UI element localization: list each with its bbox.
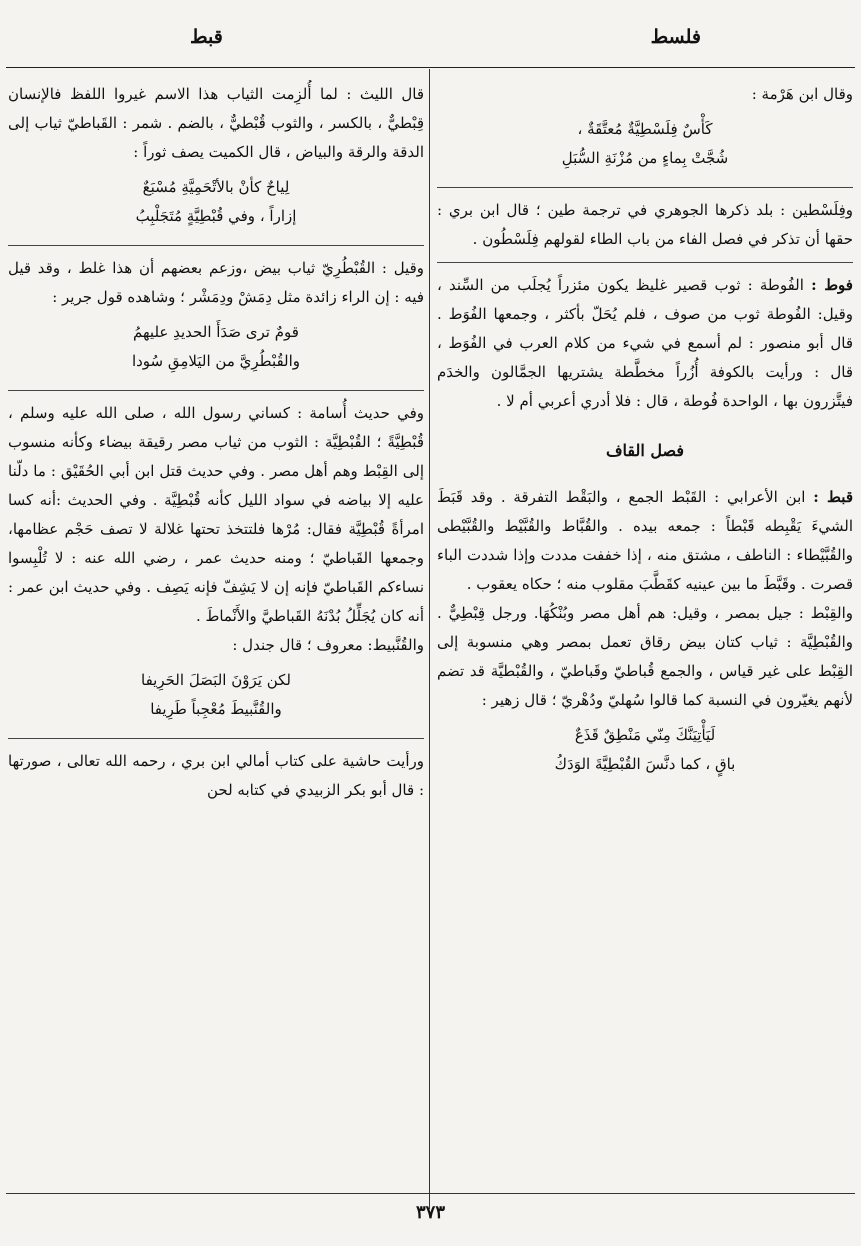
- entry-separator: [8, 738, 424, 739]
- verse: [8, 312, 424, 382]
- header-word-right: فلسط: [650, 26, 701, 48]
- verse: [437, 715, 853, 785]
- header-word-left: قبط: [190, 26, 223, 48]
- paragraph: وقيل : القُبْطُرِيّ ثياب بيض ،وزعم بعضهم أن هذا غلط ، وقد قيل فيه : إن الراء زائدة مثل دِمَشْ ودِمَشْر ؛ وشاهده قول جرير :: [8, 259, 424, 306]
- verse-line: قومٌ ترى صَدَأَ الحديدِ عليهمُ: [133, 323, 299, 341]
- dictionary-entry: [437, 483, 853, 599]
- paragraph: وقال ابن هَرْمة :: [751, 85, 853, 103]
- paragraph: وفي حديث أُسامة : كساني رسول الله ، صلى الله عليه وسلم ، قُبْطِيَّةً ؛ القُبْطِيَّة : الثوب من ثياب مصر رقيقة بيضاء وكأنه منسوب إلى القِبْط وهم أهل مصر . وفي حديث قتل ابن أبي الحُقَيْق : ما دلّنا عليه إلا بياضه في سواد الليل كأنه قُبْطِيَّة . وفي الحديث :أنه كسا امرأةً قُبْطِيَّة فقال: مُرْها فلتتخذ تحتها غلالة لا تصف حَجْم عظامها، وجمعها القَباطيّ ؛ ومنه حديث عمر ، رضي الله عنه : لا تُلْبِسوا نساءكم القَباطيّ فإنه إن لا يَشِفّ فإنه يَصِف . وفي حديث ابن عمر : أنه كان يُجَلِّلُ بُدْنَهُ القَباطيَّ والأَنْماطَ .: [8, 404, 424, 625]
- header-rule: [6, 67, 855, 68]
- entry-separator: [8, 245, 424, 246]
- verse-line: والقُنَّبيطَ مُعْجِباً طَرِيفا: [150, 700, 282, 718]
- paragraph: ورأيت حاشية على كتاب أمالي ابن بري ، رحمه الله تعالى ، صورتها : قال أبو بكر الزبيدي في كتابه لحن: [8, 752, 424, 799]
- section-title: فصل القاف: [605, 441, 685, 460]
- entry-text: ابن الأعرابي : القَبْط الجمع ، والبَقْط التفرقة . وقد قَبَطَ الشيءَ يَقْبِطه قَبْطاً : جمعه بيده . والقُبَّاط والقُبَّيْط والقُبَّيْطى والقُبَّيْطاء : الناطف ، مشتق منه ، إذا خففت مددت وإذا شددت الباء قصرت . وقَبَّطَ ما بين عينيه كقَطَّبَ مقلوب منه ؛ حكاه يعقوب .: [437, 488, 853, 593]
- verse-line: والقُبْطُرِيَّ من اليَلامِقِ سُودا: [131, 352, 301, 370]
- verse-line: شُجَّتْ بِماءٍ من مُزْنَةِ السُّبَلِ: [561, 149, 729, 167]
- entry-separator: [8, 390, 424, 391]
- verse-line: لِياحٌ كأنْ بالأتْحَمِيَّةِ مُسْبَعٌ: [142, 178, 290, 196]
- entry-separator: [437, 187, 853, 188]
- verse: [8, 660, 424, 730]
- paragraph: وفِلَسْطين : بلد ذكرها الجوهري في ترجمة طين ؛ قال ابن بري : حقها أن تذكر في فصل الفاء من باب الطاء لقولهم فِلَسْطُون .: [437, 201, 853, 248]
- entry-headword: فوط :: [811, 276, 853, 294]
- entry-headword: قبط :: [813, 488, 853, 506]
- verse-line: لَيَأْتِيَنَّكَ مِنّي مَنْطِقٌ قَذَعٌ: [574, 726, 716, 744]
- dictionary-entry: [437, 271, 853, 416]
- verse-line: لكن يَرَوْنَ البَصَلَ الحَرِيفا: [141, 671, 291, 689]
- verse: [8, 167, 424, 237]
- paragraph: والقِبْط : جيل بمصر ، وقيل: هم أهل مصر وبُنْكُهَا. ورجل قِبْطِيٌّ . والقُبْطِيَّة : ثياب كتان بيض رقاق تعمل بمصر وهي منسوبة إلى القِبْط على غير قياس ، والجمع قُباطيّ وقَباطيّ ، والقُبْطيَّة قد تضم لأنهم يغيّرون في النسبة كما قالوا سُهليّ ودُهْريّ ؛ قال زهير :: [437, 604, 853, 709]
- footer-rule: [6, 1193, 855, 1194]
- page-number: ٣٧٣: [415, 1202, 445, 1223]
- column-divider: [429, 69, 430, 1209]
- verse: [437, 109, 853, 179]
- right-column: [437, 80, 853, 1186]
- left-column: [8, 80, 424, 1186]
- entry-separator: [437, 262, 853, 263]
- paragraph: والقُنَّبيط: معروف ؛ قال جندل :: [232, 636, 424, 654]
- entry-text: الفُوطة : ثوب قصير غليظ يكون مئزراً يُجلَب من السِّند ، وقيل: الفُوطة ثوب من صوف ، فلم يُحَلّ بأكثر ، وجمعها الفُوَط . قال أبو منصور : لم أسمع في شيء من كلام العرب في الفُوَط ، قال : ورأيت بالكوفة أُزُراً مخطَّطة يشتريها الجمَّالون والخدَم فيتَّزرون بها ، الواحدة فُوطة ، قال : فلا أدري أعربي أم لا .: [437, 276, 853, 410]
- verse-line: كَأْسٌ فِلَسْطِيَّةٌ مُعتَّقَةٌ ،: [577, 120, 713, 138]
- page-header: [0, 14, 861, 64]
- verse-line: باقٍ ، كما دنَّسَ القُبْطِيَّةَ الوَدَكُ: [554, 755, 736, 773]
- verse-line: إزاراً ، وفي قُبْطِيَّةٍ مُتَجَلْبِبُ: [135, 207, 297, 225]
- paragraph: قال الليث : لما أُلزِمت الثياب هذا الاسم غيروا اللفظ فالإنسان قِبْطيٌّ ، بالكسر ، والثوب قُبْطيٌّ ، بالضم . شمر : القَباطيّ ثياب إلى الدقة والرقة والبياض ، قال الكميت يصف ثوراً :: [8, 85, 424, 161]
